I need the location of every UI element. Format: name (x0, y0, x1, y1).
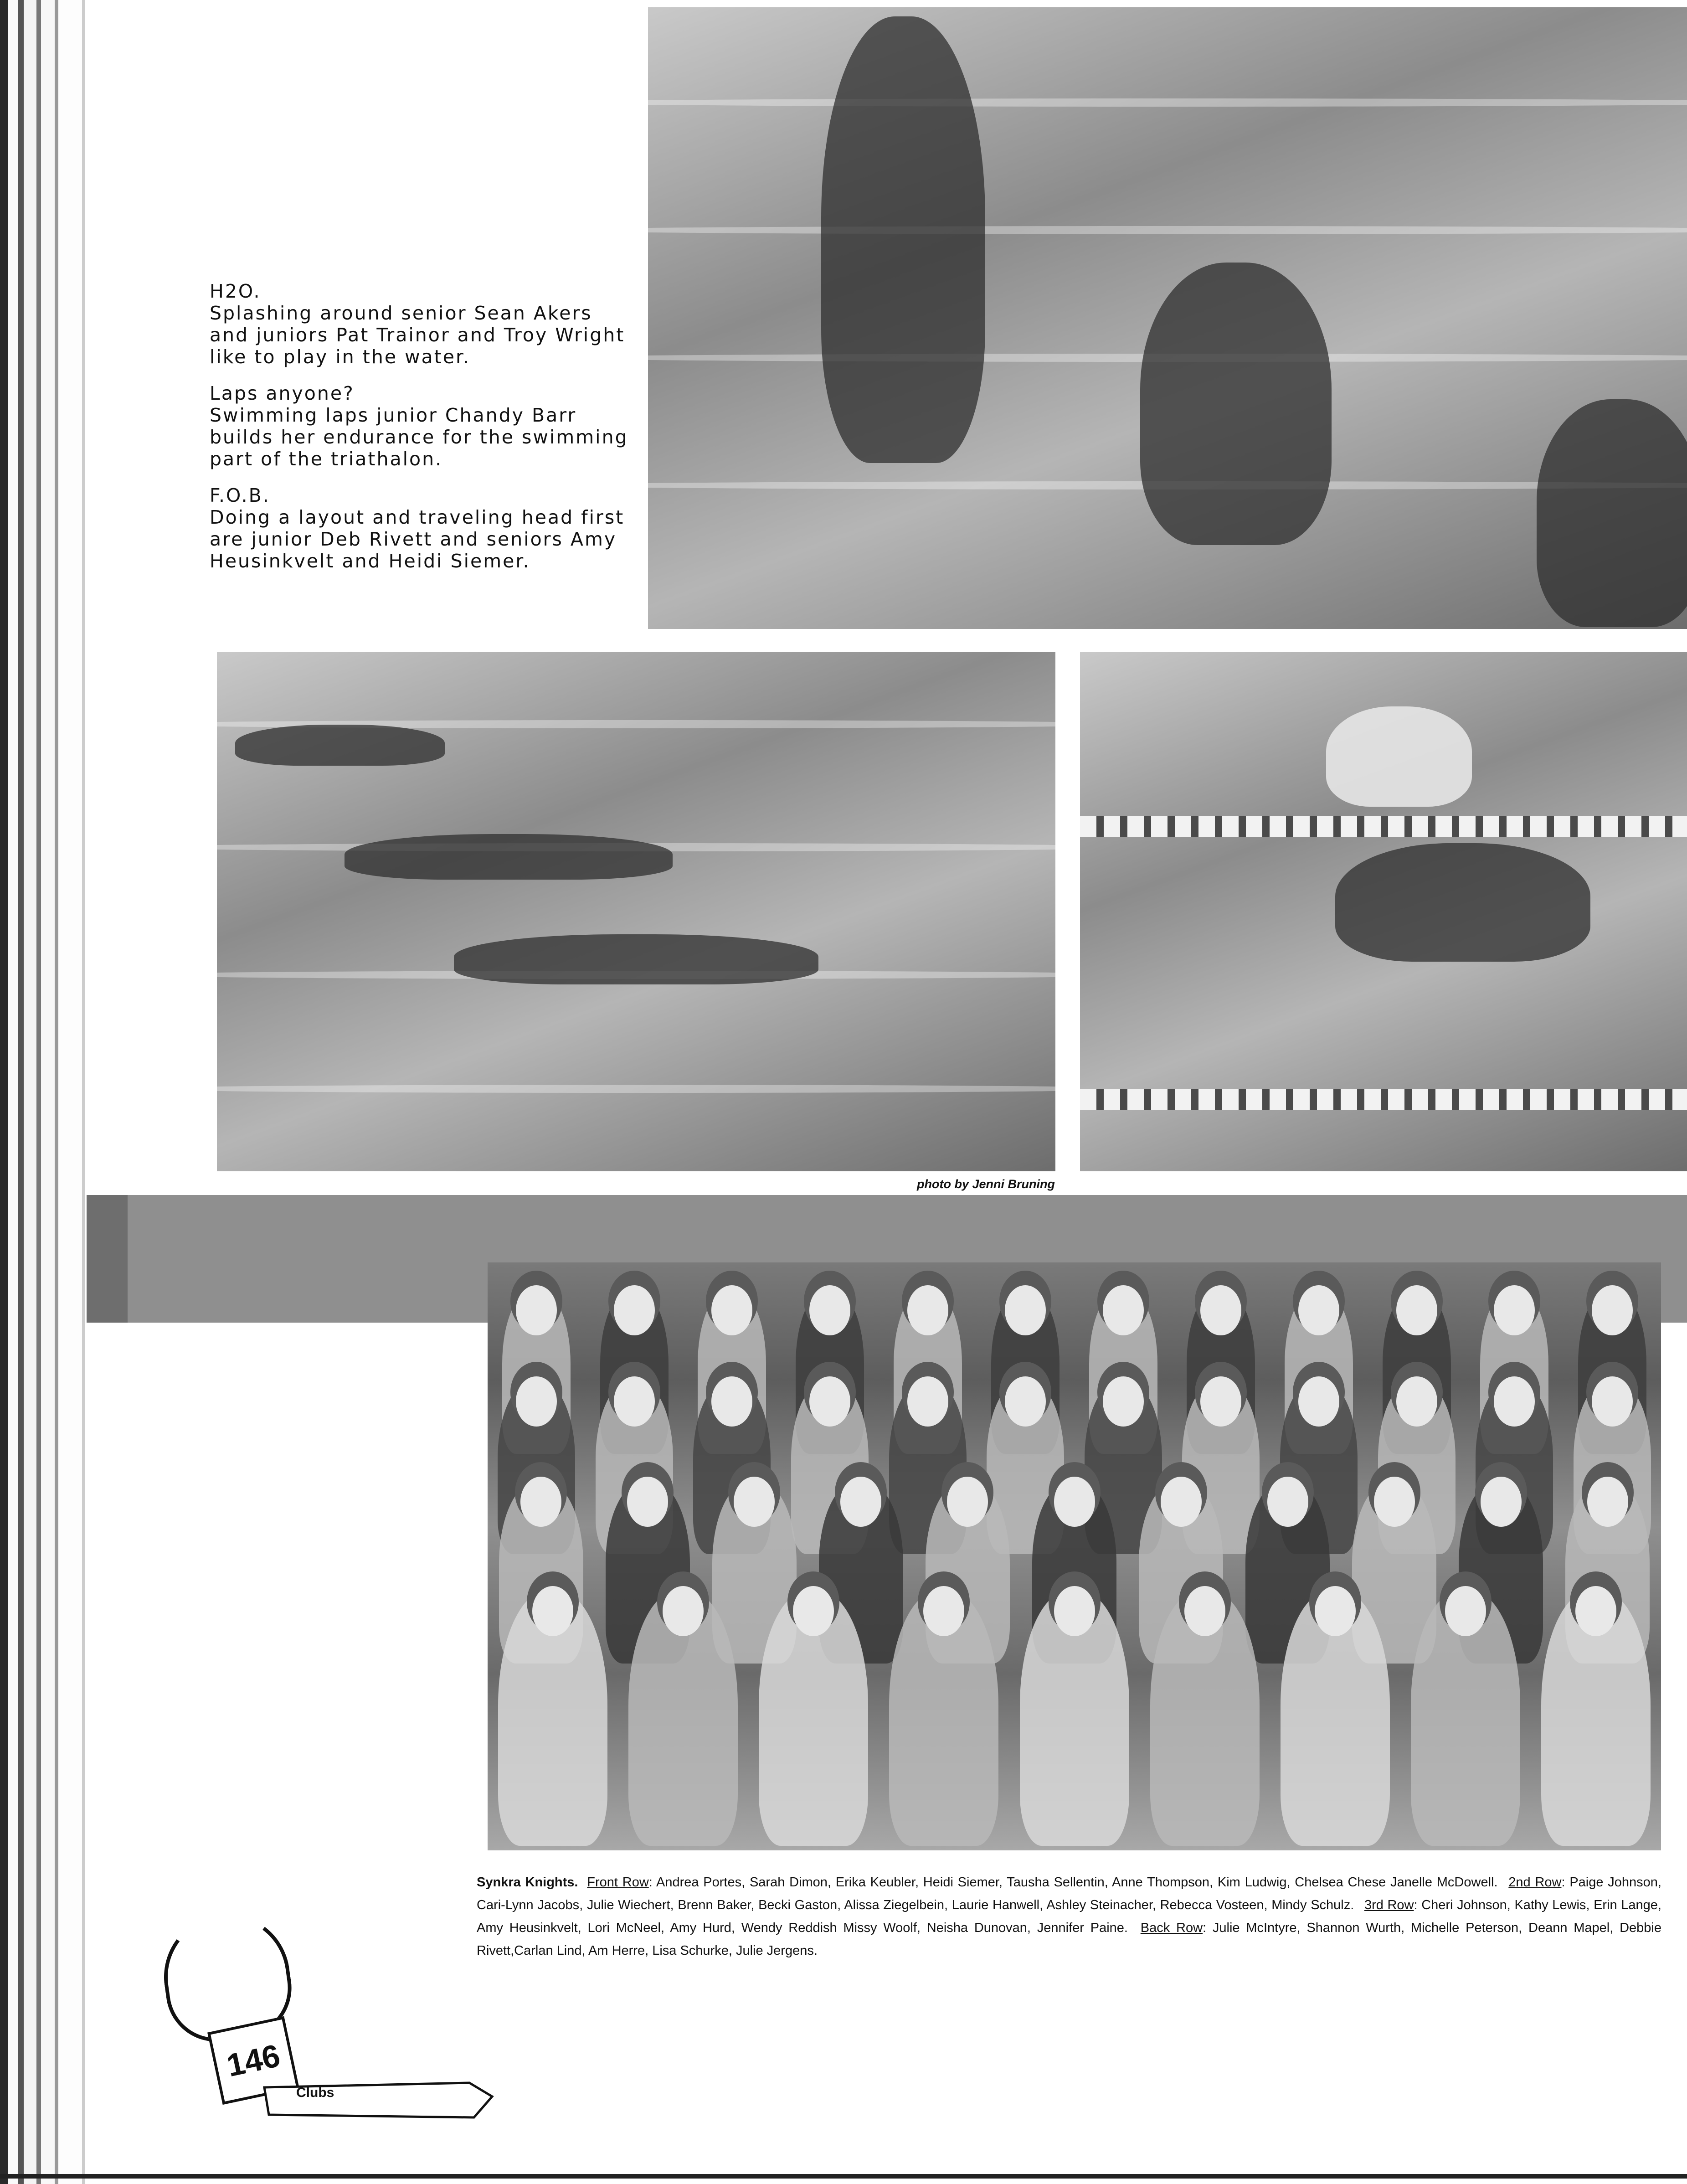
group-member-face (840, 1477, 881, 1527)
photo-fob-layout (217, 652, 1055, 1171)
caption-text: Splashing around senior Sean Akers and juniors Pat Trainor and Troy Wright like to play in the water. (210, 302, 625, 368)
group-member-face (1054, 1586, 1095, 1636)
page-number: 146 (223, 2037, 283, 2084)
group-member-face (711, 1376, 752, 1427)
group-photo-caption: Synkra Knights. Front Row: Andrea Portes, Sarah Dimon, Erika Keubler, Heidi Siemer, Tausha Sellentin, Anne Thompson, Kim Ludwig, Chelsea Chese Janelle McDowell. 2nd Row: Paige Johnson, Cari-Lynn Jacobs, Julie Wiechert, Brenn Baker, Becki Gaston, Alissa Ziegelbein, Laurie Hanwell, Ashley Steinacher, Rebecca Vosteen, Mindy Schulz. 3rd Row: Cheri Johnson, Kathy Lewis, Erin Lange, Amy Heusinkvelt, Lori McNeel, Amy Hurd, Wendy Reddish Missy Woolf, Neisha Dunovan, Jennifer Paine. Back Row: Julie McIntyre, Shannon Wurth, Michelle Peterson, Deann Mapel, Debbie Rivett,Carlan Lind, Am Herre, Lisa Schurke, Julie Jergens. (477, 1875, 1661, 1958)
caption-text: Doing a layout and traveling head first are junior Deb Rivett and seniors Amy Heusinkvelt and Heidi Siemer. (210, 506, 625, 572)
caption-h2o (210, 280, 633, 368)
caption-title: Laps anyone? (210, 382, 355, 404)
group-member-face (614, 1285, 655, 1335)
group-member-face (1592, 1376, 1633, 1427)
group-member-face (907, 1376, 948, 1427)
group-member-face (1298, 1376, 1339, 1427)
group-member-face (516, 1376, 557, 1427)
group-member-face (947, 1477, 988, 1527)
group-member-face (809, 1376, 850, 1427)
group-member-face (1184, 1586, 1225, 1636)
group-member-face (1494, 1376, 1535, 1427)
photo-laps-swimmer (1080, 652, 1687, 1171)
photo-credit: photo by Jenni Bruning (917, 1177, 1055, 1191)
gray-band-edge (87, 1195, 128, 1323)
group-member-face (809, 1285, 850, 1335)
group-member-face (1161, 1477, 1202, 1527)
caption-laps (210, 382, 633, 470)
group-member-face (1200, 1376, 1241, 1427)
row-label-front: Front Row (587, 1875, 649, 1890)
section-label: Clubs (296, 2085, 334, 2100)
group-member-face (793, 1586, 834, 1636)
group-member-face (1445, 1586, 1486, 1636)
group-member-face (1103, 1285, 1144, 1335)
group-member-face (1054, 1477, 1095, 1527)
row-names-2nd: Paige Johnson, Cari-Lynn Jacobs, Julie Wiechert, Brenn Baker, Becki Gaston, Alissa Ziegelbein, Laurie Hanwell, Ashley Steinacher, Rebecca Vosteen, Mindy Schulz. (477, 1875, 1661, 1912)
row-names-3rd: Cheri Johnson, Kathy Lewis, Erin Lange, Amy Heusinkvelt, Lori McNeel, Amy Hurd, Wendy Reddish Missy Woolf, Neisha Dunovan, Jennifer Paine. (477, 1898, 1661, 1935)
caption-text: Swimming laps junior Chandy Barr builds her endurance for the swimming part of the triathalon. (210, 404, 628, 470)
group-member-face (627, 1477, 668, 1527)
caption-title: F.O.B. (210, 484, 270, 506)
group-member-face (1575, 1586, 1616, 1636)
group-member-face (1587, 1477, 1628, 1527)
group-member-face (1267, 1477, 1308, 1527)
group-member-face (1481, 1477, 1522, 1527)
group-member-face (734, 1477, 775, 1527)
caption-fob (210, 484, 633, 572)
page-edge-stack (0, 0, 109, 2184)
group-member-face (1200, 1285, 1241, 1335)
row-label-3rd: 3rd Row (1364, 1898, 1414, 1912)
row-label-back: Back Row (1140, 1921, 1203, 1935)
group-member-face (1315, 1586, 1356, 1636)
group-member-face (907, 1285, 948, 1335)
group-member-face (1396, 1376, 1437, 1427)
group-member-face (1396, 1285, 1437, 1335)
group-member-face (1592, 1285, 1633, 1335)
section-ribbon-icon (260, 2078, 497, 2122)
group-member-face (532, 1586, 573, 1636)
group-member-face (1005, 1285, 1046, 1335)
group-member-face (711, 1285, 752, 1335)
group-member-face (516, 1285, 557, 1335)
group-member-face (1005, 1376, 1046, 1427)
group-member-face (614, 1376, 655, 1427)
group-member-face (923, 1586, 964, 1636)
bottom-rule (0, 2174, 1687, 2179)
photo-h2o-splashing (648, 7, 1687, 629)
group-photo-synkra-knights (488, 1262, 1661, 1850)
row-names-front: Andrea Portes, Sarah Dimon, Erika Keubler, Heidi Siemer, Tausha Sellentin, Anne Thompson, Kim Ludwig, Chelsea Chese Janelle McDowell. (656, 1875, 1498, 1890)
group-member-face (1298, 1285, 1339, 1335)
group-member-face (1374, 1477, 1415, 1527)
caption-title: H2O. (210, 280, 261, 302)
group-member-face (520, 1477, 561, 1527)
row-names-back: Julie McIntyre, Shannon Wurth, Michelle Peterson, Deann Mapel, Debbie Rivett,Carlan Lind, Am Herre, Lisa Schurke, Julie Jergens. (477, 1921, 1661, 1958)
group-member-face (1103, 1376, 1144, 1427)
club-name: Synkra Knights. (477, 1875, 578, 1890)
group-member-face (1494, 1285, 1535, 1335)
row-label-2nd: 2nd Row (1508, 1875, 1562, 1890)
photo-captions (210, 280, 633, 587)
group-member-face (663, 1586, 704, 1636)
